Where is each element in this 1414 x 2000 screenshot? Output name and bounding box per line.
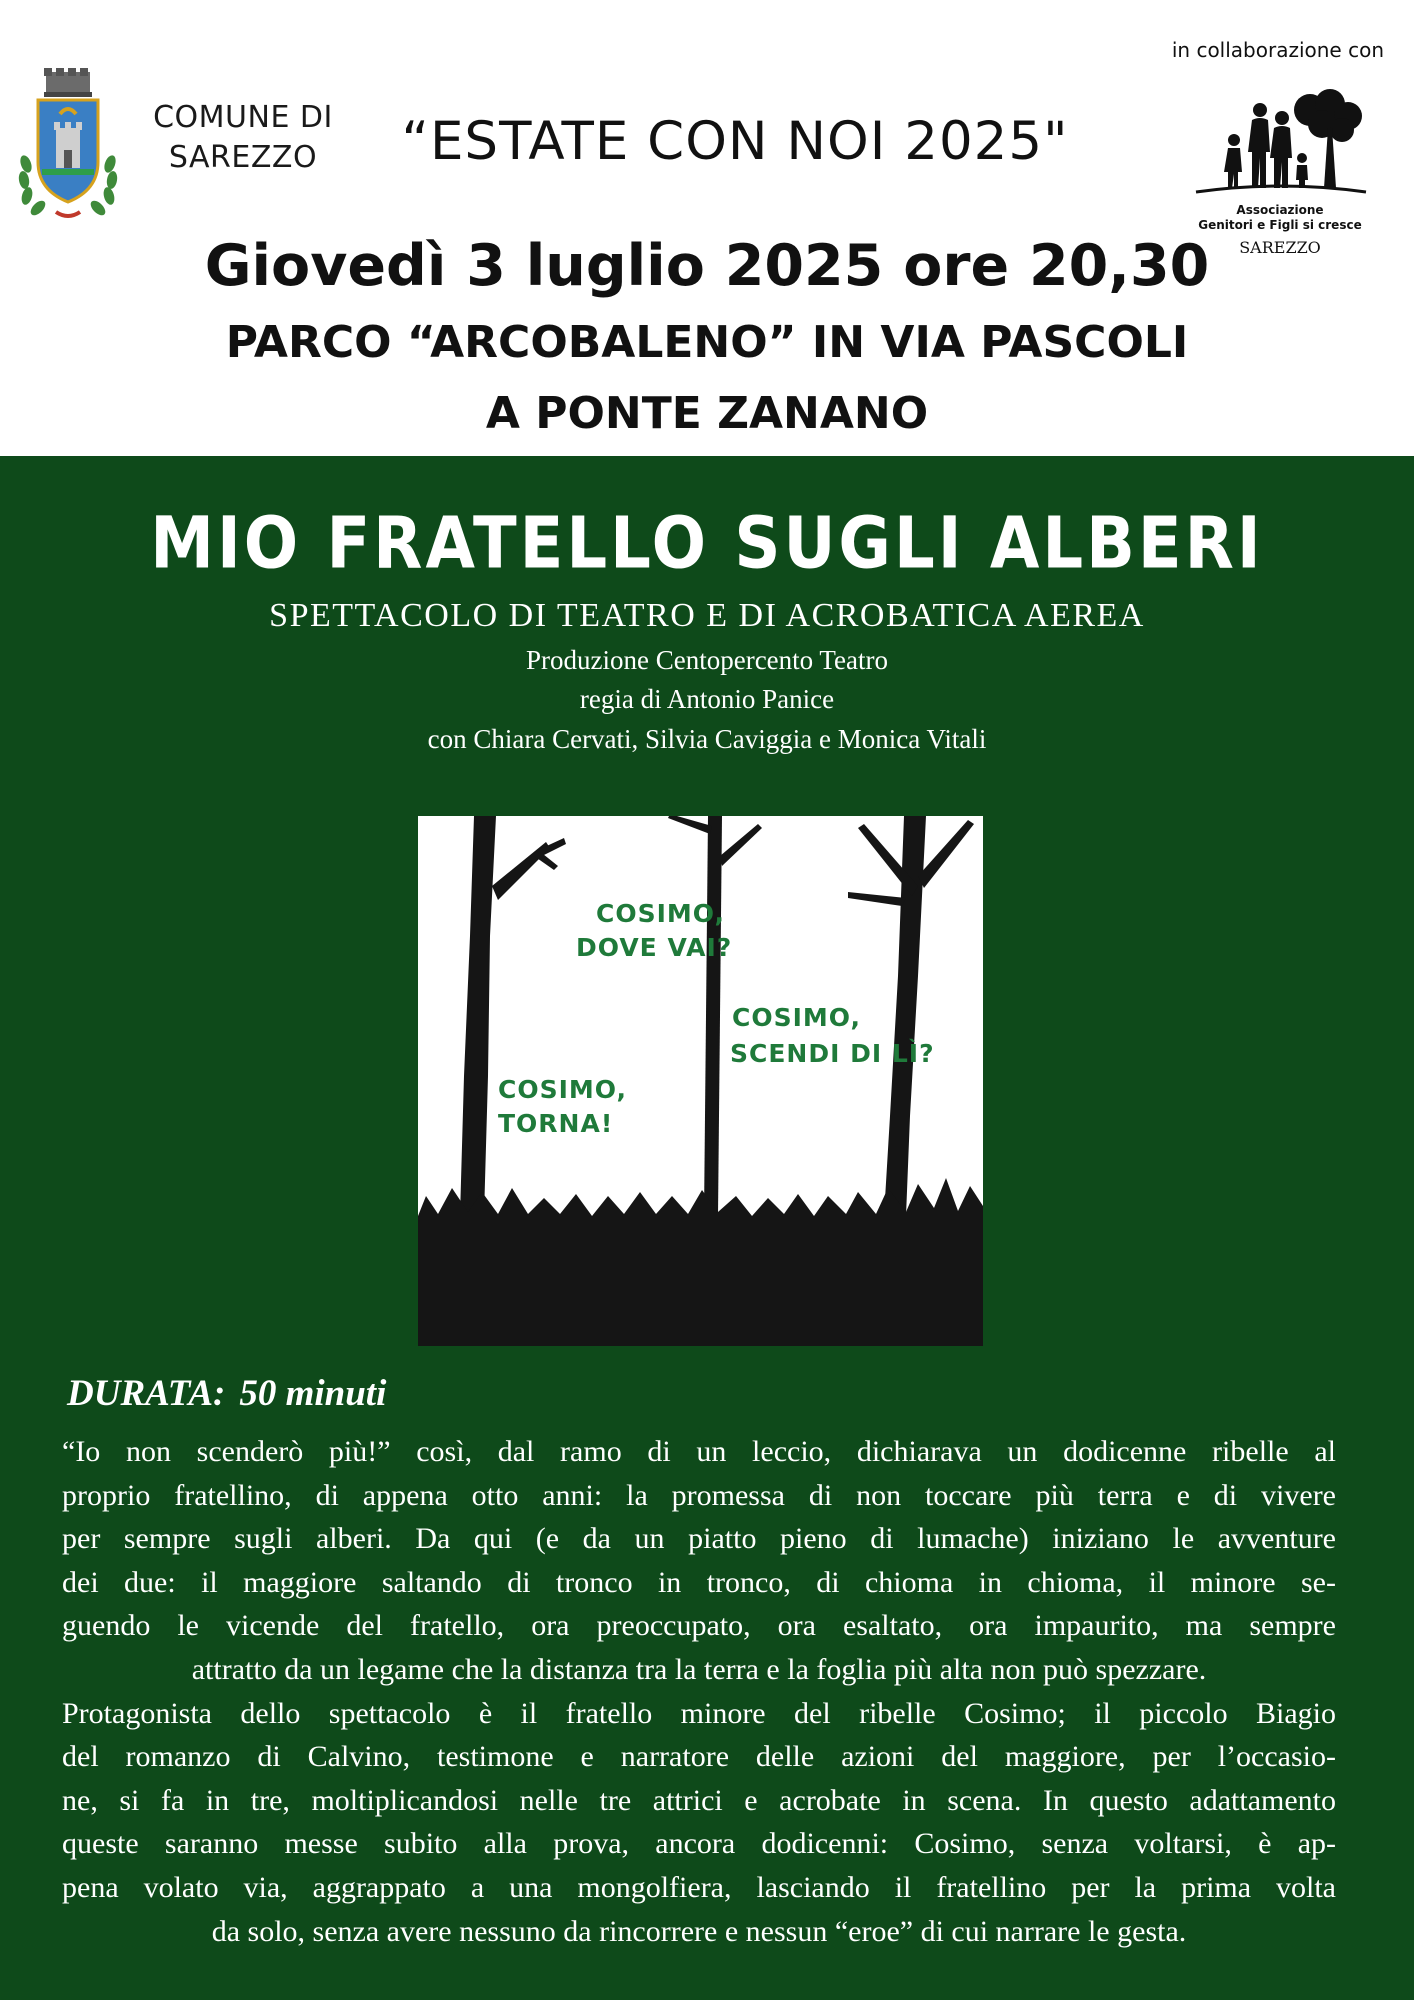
bubble-3-line-2: TORNA! xyxy=(498,1109,614,1138)
poster-illustration xyxy=(418,816,983,1346)
association-city: SAREZZO xyxy=(1239,238,1321,257)
bubble-3-line-1: COSIMO, xyxy=(498,1075,627,1104)
family-tree-logo-icon xyxy=(1190,88,1370,200)
event-date-time: Giovedì 3 luglio 2025 ore 20,30 xyxy=(204,233,1210,299)
association-name-line-1: Associazione xyxy=(1236,203,1324,217)
synopsis-line: da solo, senza avere nessuno da rincorrere e nessun “eroe” di cui narrare le gesta. xyxy=(211,1914,1187,1948)
synopsis-line: per sempre sugli alberi. Da qui (e da un piatto pieno di lumache) iniziano le avventure xyxy=(62,1522,1336,1556)
synopsis-line: queste saranno messe subito alla prova, ancora dodicenni: Cosimo, senza voltarsi, è ap- xyxy=(62,1827,1336,1861)
synopsis-line: del romanzo di Calvino, testimone e narratore delle azioni del maggiore, per l’occasio- xyxy=(62,1740,1336,1774)
director-credit: regia di Antonio Panice xyxy=(579,684,835,714)
duration-label: DURATA: xyxy=(67,1373,226,1414)
venue-line-1: PARCO “ARCOBALENO” IN VIA PASCOLI xyxy=(225,317,1189,368)
synopsis-line: proprio fratellino, di appena otto anni: la promessa di non toccare più terra e di vivere xyxy=(62,1478,1336,1512)
cast-credit: con Chiara Cervati, Silvia Caviggia e Monica Vitali xyxy=(427,724,987,754)
bubble-2-line-2: SCENDI DI LÌ? xyxy=(730,1039,935,1068)
collaboration-label: in collaborazione con xyxy=(1171,38,1384,62)
bubble-1-line-2: DOVE VAI? xyxy=(576,933,733,962)
synopsis-line: dei due: il maggiore saltando di tronco in tronco, di chioma in chioma, il minore se- xyxy=(62,1565,1336,1599)
synopsis-line: Protagonista dello spettacolo è il fratello minore del ribelle Cosimo; il piccolo Biagio xyxy=(62,1696,1336,1730)
bubble-1-line-1: COSIMO, xyxy=(596,899,725,928)
comune-crest-icon xyxy=(16,66,120,220)
comune-name xyxy=(128,98,358,178)
comune-line-1: COMUNE DI xyxy=(153,100,333,135)
synopsis xyxy=(62,1430,1336,1953)
venue-line-2: A PONTE ZANANO xyxy=(485,388,929,439)
synopsis-line: “Io non scenderò più!” così, dal ramo di un leccio, dichiarava un dodicenne ribelle al xyxy=(62,1435,1336,1468)
comune-line-2: SAREZZO xyxy=(168,140,318,175)
synopsis-line: ne, si fa in tre, moltiplicandosi nelle tre attrici e acrobate in scena. In questo adattamento xyxy=(62,1783,1336,1817)
synopsis-line: pena volato via, aggrappato a una mongolfiera, lasciando il fratellino per la prima volta xyxy=(62,1870,1336,1904)
bubble-2-line-1: COSIMO, xyxy=(732,1003,861,1032)
show-title: MIO FRATELLO SUGLI ALBERI xyxy=(150,502,1264,586)
show-section xyxy=(0,456,1414,2000)
synopsis-line: attratto da un legame che la distanza tra la terra e la foglia più alta non può spezzare. xyxy=(191,1652,1207,1686)
event-series-title: “ESTATE CON NOI 2025" xyxy=(401,111,1069,172)
production-credit: Produzione Centopercento Teatro xyxy=(526,645,888,675)
header xyxy=(0,0,1414,456)
synopsis-line: guendo le vicende del fratello, ora preoccupato, ora esaltato, ora impaurito, ma sempre xyxy=(62,1609,1336,1643)
duration-value: 50 minuti xyxy=(239,1373,387,1414)
show-subtitle: SPETTACOLO DI TEATRO E DI ACROBATICA AEREA xyxy=(269,597,1145,634)
duration xyxy=(67,1370,386,1418)
association-name-line-2: Genitori e Figli si cresce xyxy=(1198,218,1362,232)
